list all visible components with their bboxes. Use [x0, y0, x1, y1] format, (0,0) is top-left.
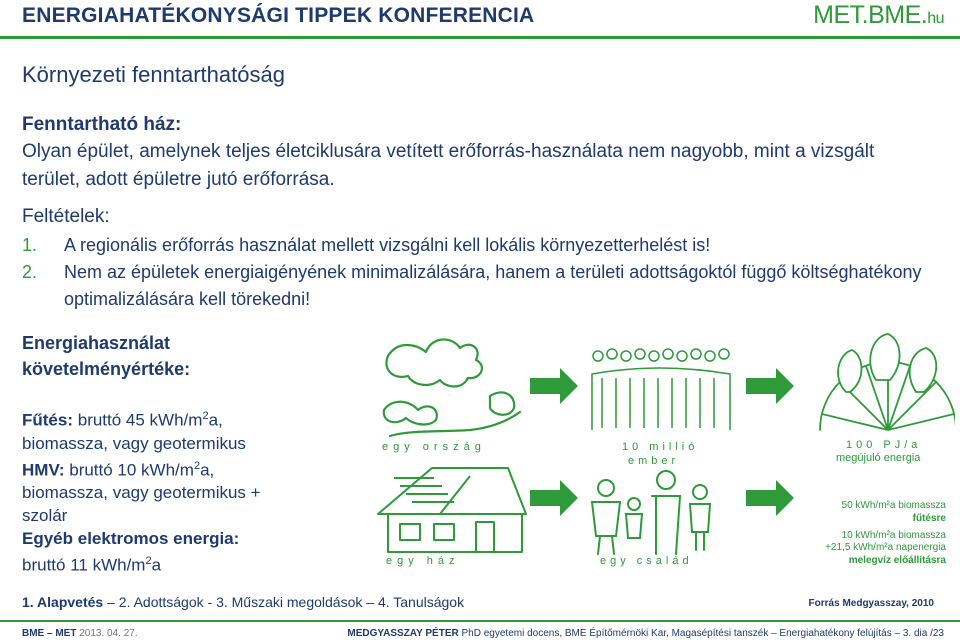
footer-divider — [0, 620, 960, 622]
heating-value: bruttó 45 kWh/m — [77, 410, 203, 430]
other-line — [22, 550, 362, 577]
footer — [0, 624, 960, 642]
section-navigation — [22, 594, 464, 610]
heating-purpose-label: fűtésre — [912, 513, 946, 524]
footer-org-name: BME – MET — [22, 628, 77, 639]
heating-sup: 2 — [202, 410, 209, 422]
nav-separator: – — [362, 594, 378, 610]
hmv-source: biomassza, vagy geotermikus + — [22, 483, 261, 503]
footer-author-info — [347, 628, 944, 639]
nav-item-muszaki-megoldasok[interactable]: 3. Műszaki megoldások — [216, 594, 363, 610]
conditions-label: Feltételek: — [22, 206, 110, 227]
definition-label: Fenntartható ház: — [22, 114, 182, 135]
footer-info: PhD egyetemi docens, BME Építőmérnöki Kar, Magasépítési tanszék – Energiahatékony felújítás – 3. dia /23 — [458, 628, 944, 639]
header-divider — [0, 36, 960, 39]
condition-item — [22, 232, 932, 259]
heating-source: biomassza, vagy geotermikus — [22, 433, 246, 453]
condition-number: 1. — [22, 235, 38, 255]
house-label: egy ház — [386, 555, 460, 567]
footer-org — [22, 628, 138, 639]
header — [0, 0, 960, 36]
other-value: bruttó 11 kWh/m — [22, 555, 146, 575]
condition-text: Nem az épületek energiaigényének minimalizálására, hanem a területi adottságoktól függő költséghatékony optimalizálására kell törekedni! — [64, 262, 922, 309]
people-count-label: 10 millió — [622, 441, 699, 453]
solar-energy-label: +21,5 kWh/m²a napenergia — [825, 542, 946, 553]
nav-item-alapvetes[interactable]: 1. Alapvetés — [22, 594, 104, 610]
hmv-line — [22, 455, 362, 482]
hmv-unit: a, — [200, 460, 215, 480]
condition-text: A regionális erőforrás használat mellett vizsgálni kell lokális környezetterhelést is! — [64, 235, 711, 255]
family-icon — [592, 471, 710, 554]
heating-unit: a, — [208, 410, 223, 430]
footer-author: MEDGYASSZAY PÉTER — [347, 628, 459, 639]
requirement-values — [22, 405, 362, 577]
other-unit: a — [151, 555, 162, 575]
condition-item — [22, 259, 932, 313]
family-label: egy család — [600, 555, 693, 567]
nav-separator: – — [103, 594, 119, 610]
house-icon — [378, 468, 526, 552]
hmv-value: bruttó 10 kWh/m — [69, 460, 194, 480]
country-label: egy ország — [382, 441, 486, 453]
sustainability-illustration — [370, 318, 955, 583]
people-unit-label: ember — [628, 455, 680, 467]
heating-line — [22, 405, 362, 432]
conference-title: ENERGIAHATÉKONYSÁGI TIPPEK KONFERENCIA — [22, 4, 535, 27]
renewable-energy-icon — [820, 334, 955, 430]
source-citation: Forrás Medgyasszay, 2010 — [808, 598, 934, 609]
logo-suffix: hu — [927, 10, 944, 27]
nav-separator: - — [203, 594, 217, 610]
hmv-key: HMV: — [22, 460, 65, 480]
nav-item-tanulsagok[interactable]: 4. Tanulságok — [377, 594, 465, 610]
conditions-list — [22, 232, 932, 313]
definition-text: Olyan épület, amelynek teljes életciklusára vetített erőforrás-használata nem nagyobb, mint a vizsgált terület, adott épületre jutó erőforrása. — [22, 141, 875, 190]
energy-amount-label: 100 PJ/a — [846, 439, 922, 451]
biomass-label: 50 kWh/m²a biomassza — [841, 500, 946, 511]
requirement-label: Energiahasználat követelményértéke: — [22, 333, 191, 379]
other-sup: 2 — [145, 555, 152, 568]
footer-date: 2013. 04. 27. — [79, 628, 138, 639]
hmv-sup: 2 — [193, 459, 201, 472]
energy-type-label: megújuló energia — [836, 452, 921, 464]
met-bme-logo[interactable] — [813, 1, 944, 30]
heating-key: Fűtés: — [22, 410, 73, 430]
crowd-icon — [592, 349, 730, 430]
condition-number: 2. — [22, 262, 38, 282]
hot-water-purpose-label: melegvíz előállításra — [848, 555, 946, 566]
other-key: Egyéb elektromos energia: — [22, 529, 240, 549]
nav-item-adottsagok[interactable]: 2. Adottságok — [118, 594, 204, 610]
logo-main: MET.BME. — [813, 1, 928, 29]
country-map-icon — [384, 339, 520, 436]
hmv-source-2: szolár — [22, 506, 68, 526]
solar-biomass-label: 10 kWh/m²a biomassza — [841, 530, 946, 541]
section-title: Környezeti fenntarthatóság — [22, 62, 285, 87]
